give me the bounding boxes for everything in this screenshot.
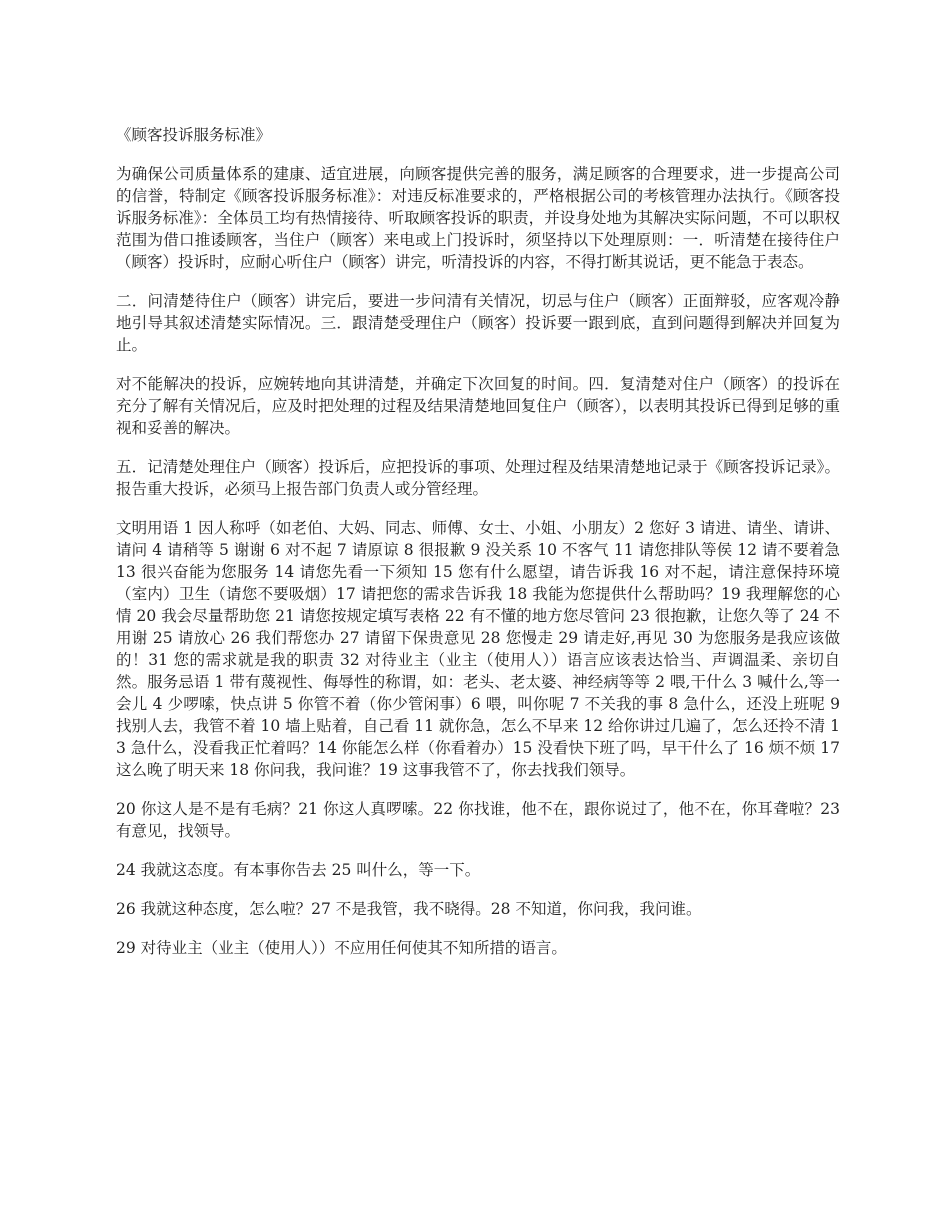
paragraph-taboo-phrase-29: 29 对待业主（业主（使用人））不应用任何使其不知所措的语言。 [116,939,567,957]
paragraph-polite-and-taboo-phrases: 文明用语 1 因人称呼（如老伯、大妈、同志、师傅、女士、小姐、小朋友）2 您好 3 请进、请坐、请讲、请问 4 请稍等 5 谢谢 6 对不起 7 请原谅 8 很报歉 9 没关系 10 不客气 11 请您排队等侯 12 请不要着急 13 很兴奋能为您服务 14 请您先看一下须知 15 您有什么愿望，请告诉我 16 对不起，请注意保持环境（室内）卫生（请您不要吸烟）17 请把您的需求告诉我 18 我能为您提供什么帮助吗？19 我理解您的心情 20 我会尽量帮助您 21 请您按规定填写表格 22 有不懂的地方您尽管问 23 很抱歉，让您久等了 24 不用谢 25 请放心 26 我们帮您办 27 请留下保贵意见 28 您慢走 29 请走好,再见 30 为您服务是我应该做的！31 您的需求就是我的职责 32 对待业主（业主（使用人））语言应该表达恰当、声调温柔、亲切自然。服务忌语 1 带有蔑视性、侮辱性的称谓，如：老头、老太婆、神经病等等 2 喂,干什么 3 喊什么,等一会儿 4 少啰嗦，快点讲 5 你管不着（你少管闲事）6 喂，叫你呢 7 不关我的事 8 急什么，还没上班呢 9 找别人去，我管不着 10 墙上贴着，自己看 11 就你急，怎么不早来 12 给你讲过几遍了，怎么还拎不清 13 急什么，没看我正忙着吗？14 你能怎么样（你看着办）15 没看快下班了吗，早干什么了 16 烦不烦 17 这么晚了明天来 18 你问我，我问谁？19 这事我管不了，你去找我们领导。 [116,519,840,779]
paragraph-ask-and-follow-up: 二．问清楚待住户（顾客）讲完后，要进一步问清有关情况，切忌与住户（顾客）正面辩驳，应客观冷静地引导其叙述清楚实际情况。三．跟清楚受理住户（顾客）投诉要一跟到底，直到问题得到解决并回复为止。 [116,292,840,354]
paragraph-complaint-standard-intro: 为确保公司质量体系的建康、适宜进展，向顾客提供完善的服务，满足顾客的合理要求，进一步提高公司的信誉，特制定《顾客投诉服务标准》：对违反标准要求的，严格根据公司的考核管理办法执行。《顾客投诉服务标准》：全体员工均有热情接待、听取顾客投诉的职责，并设身处地为其解决实际问题，不可以职权范围为借口推诿顾客，当住户（顾客）来电或上门投诉时，须坚持以下处理原则：一．听清楚在接待住户（顾客）投诉时，应耐心听住户（顾客）讲完，听清投诉的内容，不得打断其说话，更不能急于表态。 [116,165,840,271]
paragraph-taboo-phrases-24-25: 24 我就这态度。有本事你告去 25 叫什么，等一下。 [116,861,481,879]
document-title: 《顾客投诉服务标准》 [116,126,272,144]
paragraph-reply-clearly: 对不能解决的投诉，应婉转地向其讲清楚，并确定下次回复的时间。四．复清楚对住户（顾客）的投诉在充分了解有关情况后，应及时把处理的过程及结果清楚地回复住户（顾客），以表明其投诉已得到足够的重视和妥善的解决。 [116,375,840,437]
paragraph-taboo-phrases-26-28: 26 我就这种态度，怎么啦？27 不是我管，我不晓得。28 不知道，你问我，我问谁。 [116,900,702,918]
paragraph-taboo-phrases-20-23: 20 你这人是不是有毛病？21 你这人真啰嗦。22 你找谁，他不在，跟你说过了，他不在，你耳聋啦？23 有意见，找领导。 [116,800,840,840]
paragraph-record-clearly: 五．记清楚处理住户（顾客）投诉后，应把投诉的事项、处理过程及结果清楚地记录于《顾客投诉记录》。报告重大投诉，必须马上报告部门负责人或分管经理。 [116,458,840,498]
document-page [116,124,840,976]
